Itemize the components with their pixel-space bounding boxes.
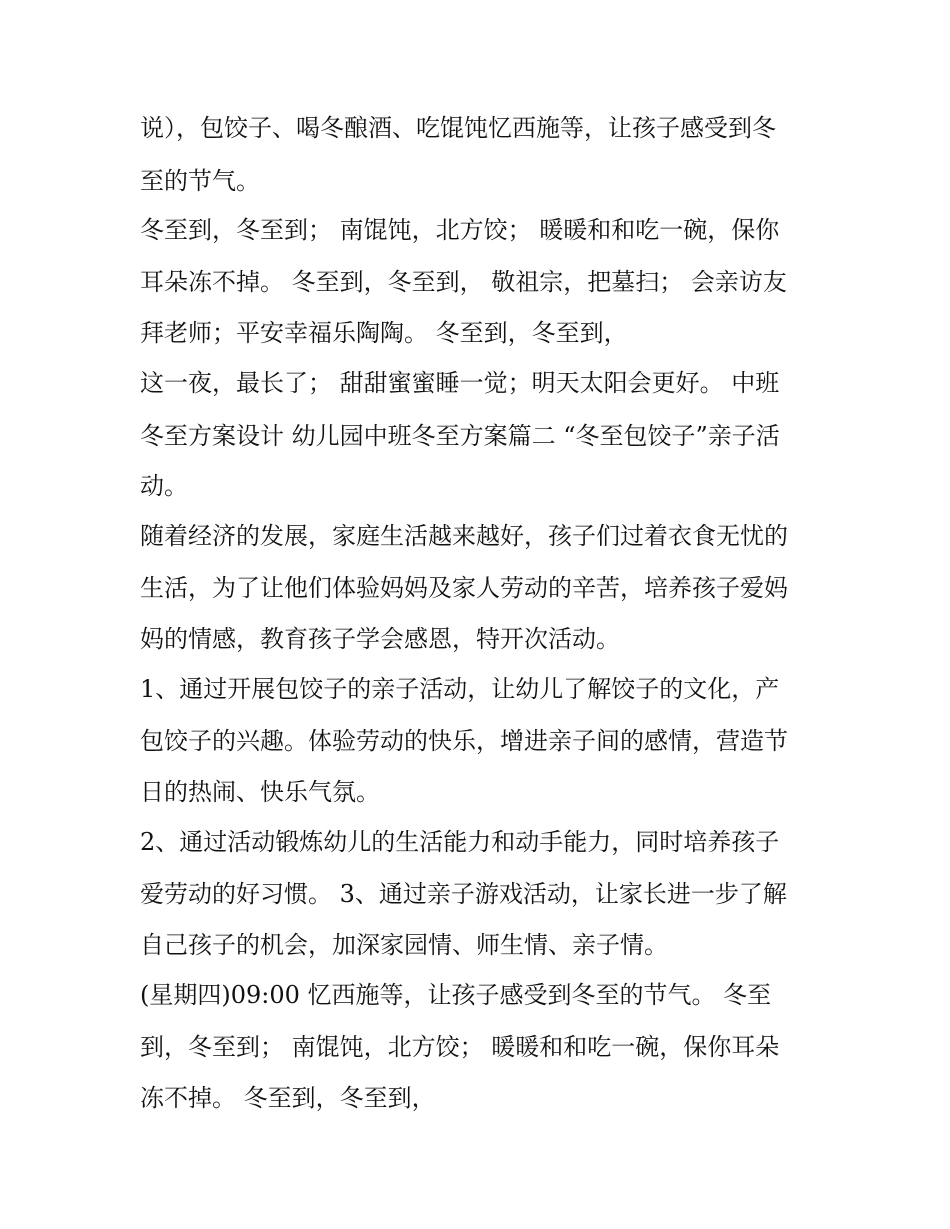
text-line: (星期四)09:00 忆西施等，让孩子感受到冬至的节气。 冬至 (140, 981, 772, 1009)
text-line: 随着经济的发展，家庭生活越来越好，孩子们过着衣食无忧的 (140, 522, 788, 550)
text-line: 这一夜，最长了； 甜甜蜜蜜睡一觉；明天太阳会更好。 中班 (140, 369, 780, 397)
text-line: 日的热闹、快乐气氛。 (140, 778, 380, 806)
text-line: 包饺子的兴趣。体验劳动的快乐，增进亲子间的感情，营造节 (140, 727, 788, 755)
text-line: 冬至到，冬至到； 南馄饨，北方饺； 暖暖和和吃一碗，保你 (140, 216, 780, 244)
text-line: 冻不掉。 冬至到，冬至到， (140, 1084, 436, 1112)
text-line: 耳朵冻不掉。 冬至到，冬至到， 敬祖宗，把墓扫； 会亲访友 (140, 268, 787, 296)
text-line: 妈的情感，教育孩子学会感恩，特开次活动。 (140, 625, 620, 653)
text-line: 爱劳动的好习惯。 3、通过亲子游戏活动，让家长进一步了解 (140, 880, 787, 908)
text-line: 动。 (140, 472, 188, 500)
text-line: 到，冬至到； 南馄饨，北方饺； 暖暖和和吃一碗，保你耳朵 (140, 1033, 780, 1061)
text-line: 生活，为了让他们体验妈妈及家人劳动的辛苦，培养孩子爱妈 (140, 574, 788, 602)
text-line: 1、通过开展包饺子的亲子活动，让幼儿了解饺子的文化，产 (140, 675, 780, 703)
text-line: 拜老师；平安幸福乐陶陶。 冬至到，冬至到， (140, 319, 628, 347)
text-line: 2、通过活动锻炼幼儿的生活能力和动手能力，同时培养孩子 (140, 828, 780, 856)
text-line: 冬至方案设计 幼儿园中班冬至方案篇二 “冬至包饺子”亲子活 (140, 422, 780, 450)
text-line: 至的节气。 (140, 167, 260, 195)
text-line: 自己孩子的机会，加深家园情、师生情、亲子情。 (140, 931, 668, 959)
text-line: 说），包饺子、喝冬酿酒、吃馄饨忆西施等，让孩子感受到冬 (140, 114, 776, 142)
